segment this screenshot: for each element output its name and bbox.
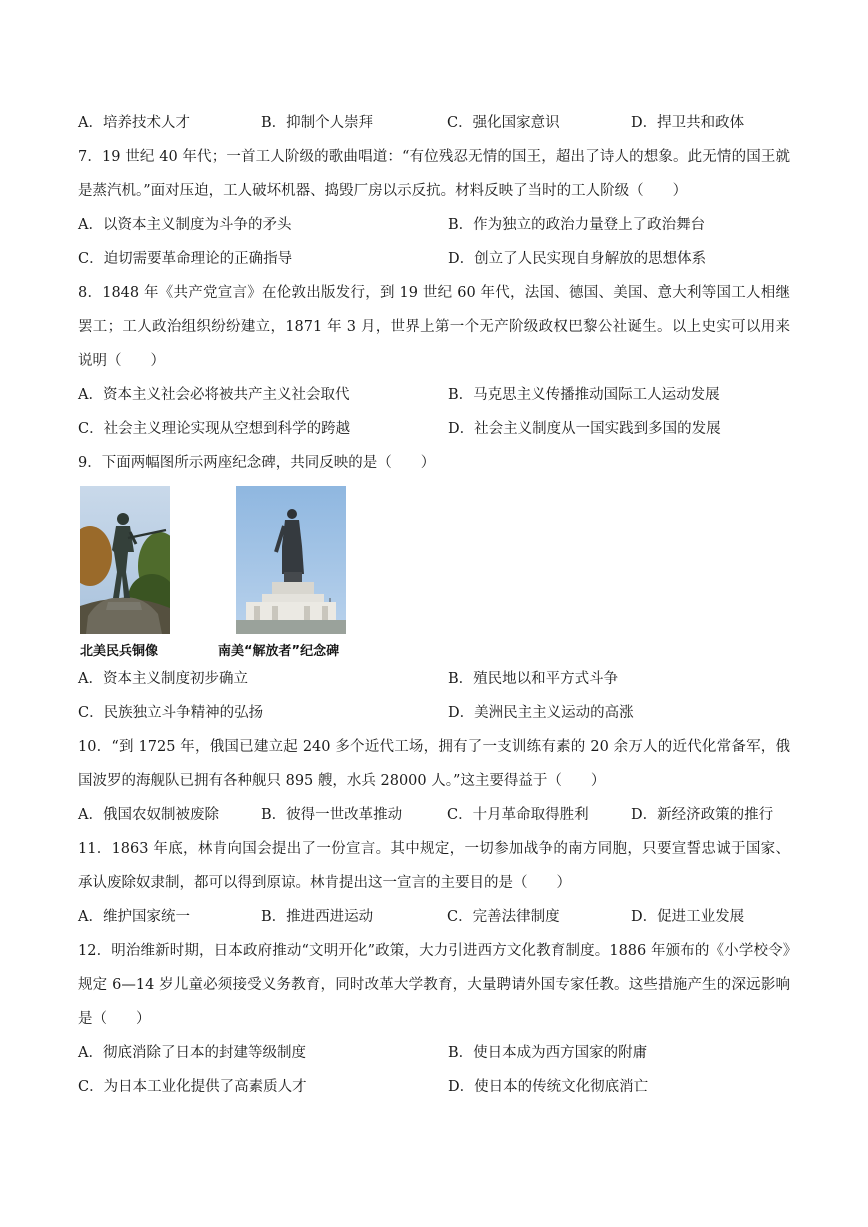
q6-option-b[interactable]: B．抑制个人崇拜 — [261, 115, 374, 131]
q9-option-a[interactable]: A．资本主义制度初步确立 — [78, 671, 248, 687]
q8-options-row1 — [78, 385, 790, 405]
q12-option-d[interactable]: D．使日本的传统文化彻底消亡 — [448, 1079, 649, 1095]
q11-option-a[interactable]: A．维护国家统一 — [78, 909, 190, 925]
militia-statue-caption: 北美民兵铜像 — [80, 644, 159, 659]
q7-option-b[interactable]: B．作为独立的政治力量登上了政治舞台 — [448, 217, 706, 233]
q9-option-b[interactable]: B．殖民地以和平方式斗争 — [448, 671, 619, 687]
q7-stem: 7．19 世纪 40 年代；一首工人阶级的歌曲唱道：“有位残忍无情的国王，超出了诗人的想象。此无情的国王就是蒸汽机。”面对压迫，工人破坏机器、捣毁厂房以示反抗。材料反映了当时的工人阶级（ ） — [78, 149, 790, 199]
q7-options-row1 — [78, 215, 790, 235]
liberator-monument-caption: 南美“解放者”纪念碑 — [218, 644, 340, 659]
q11-option-b[interactable]: B．推进西进运动 — [261, 909, 374, 925]
q10-option-d[interactable]: D．新经济政策的推行 — [631, 807, 774, 823]
q12-option-c[interactable]: C．为日本工业化提供了高素质人才 — [78, 1079, 307, 1095]
q11-option-c[interactable]: C．完善法律制度 — [447, 909, 560, 925]
q9-option-c[interactable]: C．民族独立斗争精神的弘扬 — [78, 705, 264, 721]
q7-option-c[interactable]: C．迫切需要革命理论的正确指导 — [78, 251, 293, 267]
militia-statue-image — [80, 486, 170, 634]
q8-option-b[interactable]: B．马克思主义传播推动国际工人运动发展 — [448, 387, 720, 403]
q7-option-a[interactable]: A．以资本主义制度为斗争的矛头 — [78, 217, 292, 233]
q8-options-row2 — [78, 419, 790, 439]
q6-option-d[interactable]: D．捍卫共和政体 — [631, 115, 745, 131]
q8-option-a[interactable]: A．资本主义社会必将被共产主义社会取代 — [78, 387, 350, 403]
q10-options — [78, 805, 790, 825]
q9-options-row1 — [78, 669, 790, 689]
q12-options-row1 — [78, 1043, 790, 1063]
q9-options-row2 — [78, 703, 790, 723]
q8-option-c[interactable]: C．社会主义理论实现从空想到科学的跨越 — [78, 421, 351, 437]
q11-option-d[interactable]: D．促进工业发展 — [631, 909, 745, 925]
q12-options-row2 — [78, 1077, 790, 1097]
q10-stem: 10．“到 1725 年，俄国已建立起 240 多个近代工场，拥有了一支训练有素的 20 余万人的近代化常备军，俄国波罗的海舰队已拥有各种舰只 895 艘，水兵 28000 人。”这主要得益于（ ） — [78, 739, 790, 789]
q6-option-a[interactable]: A．培养技术人才 — [78, 115, 190, 131]
q6-option-c[interactable]: C．强化国家意识 — [447, 115, 560, 131]
q8-option-d[interactable]: D．社会主义制度从一国实践到多国的发展 — [448, 421, 721, 437]
q8-stem: 8．1848 年《共产党宣言》在伦敦出版发行，到 19 世纪 60 年代，法国、德国、美国、意大利等国工人相继罢工；工人政治组织纷纷建立，1871 年 3 月，世界上第一个无产阶级政权巴黎公社诞生。以上史实可以用来说明（ ） — [78, 285, 790, 369]
q9-stem: 9．下面两幅图所示两座纪念碑，共同反映的是（ ） — [78, 455, 436, 471]
q10-option-b[interactable]: B．彼得一世改革推动 — [261, 807, 403, 823]
q9-option-d[interactable]: D．美洲民主主义运动的高涨 — [448, 705, 634, 721]
q12-option-b[interactable]: B．使日本成为西方国家的附庸 — [448, 1045, 648, 1061]
q6-options — [78, 113, 790, 133]
q12-option-a[interactable]: A．彻底消除了日本的封建等级制度 — [78, 1045, 306, 1061]
liberator-monument-image — [236, 486, 346, 634]
q10-option-a[interactable]: A．俄国农奴制被废除 — [78, 807, 219, 823]
q7-option-d[interactable]: D．创立了人民实现自身解放的思想体系 — [448, 251, 707, 267]
q11-options — [78, 907, 790, 927]
q12-stem: 12．明治维新时期，日本政府推动“文明开化”政策，大力引进西方文化教育制度。1886 年颁布的《小学校令》规定 6—14 岁儿童必须接受义务教育，同时改革大学教育，大量聘请外国专家任教。这些措施产生的深远影响是（ ） — [78, 943, 790, 1027]
q11-stem: 11．1863 年底，林肯向国会提出了一份宣言。其中规定，一切参加战争的南方同胞，只要宣誓忠诚于国家、承认废除奴隶制，都可以得到原谅。林肯提出这一宣言的主要目的是（ ） — [78, 841, 790, 891]
q10-option-c[interactable]: C．十月革命取得胜利 — [447, 807, 589, 823]
q7-options-row2 — [78, 249, 790, 269]
